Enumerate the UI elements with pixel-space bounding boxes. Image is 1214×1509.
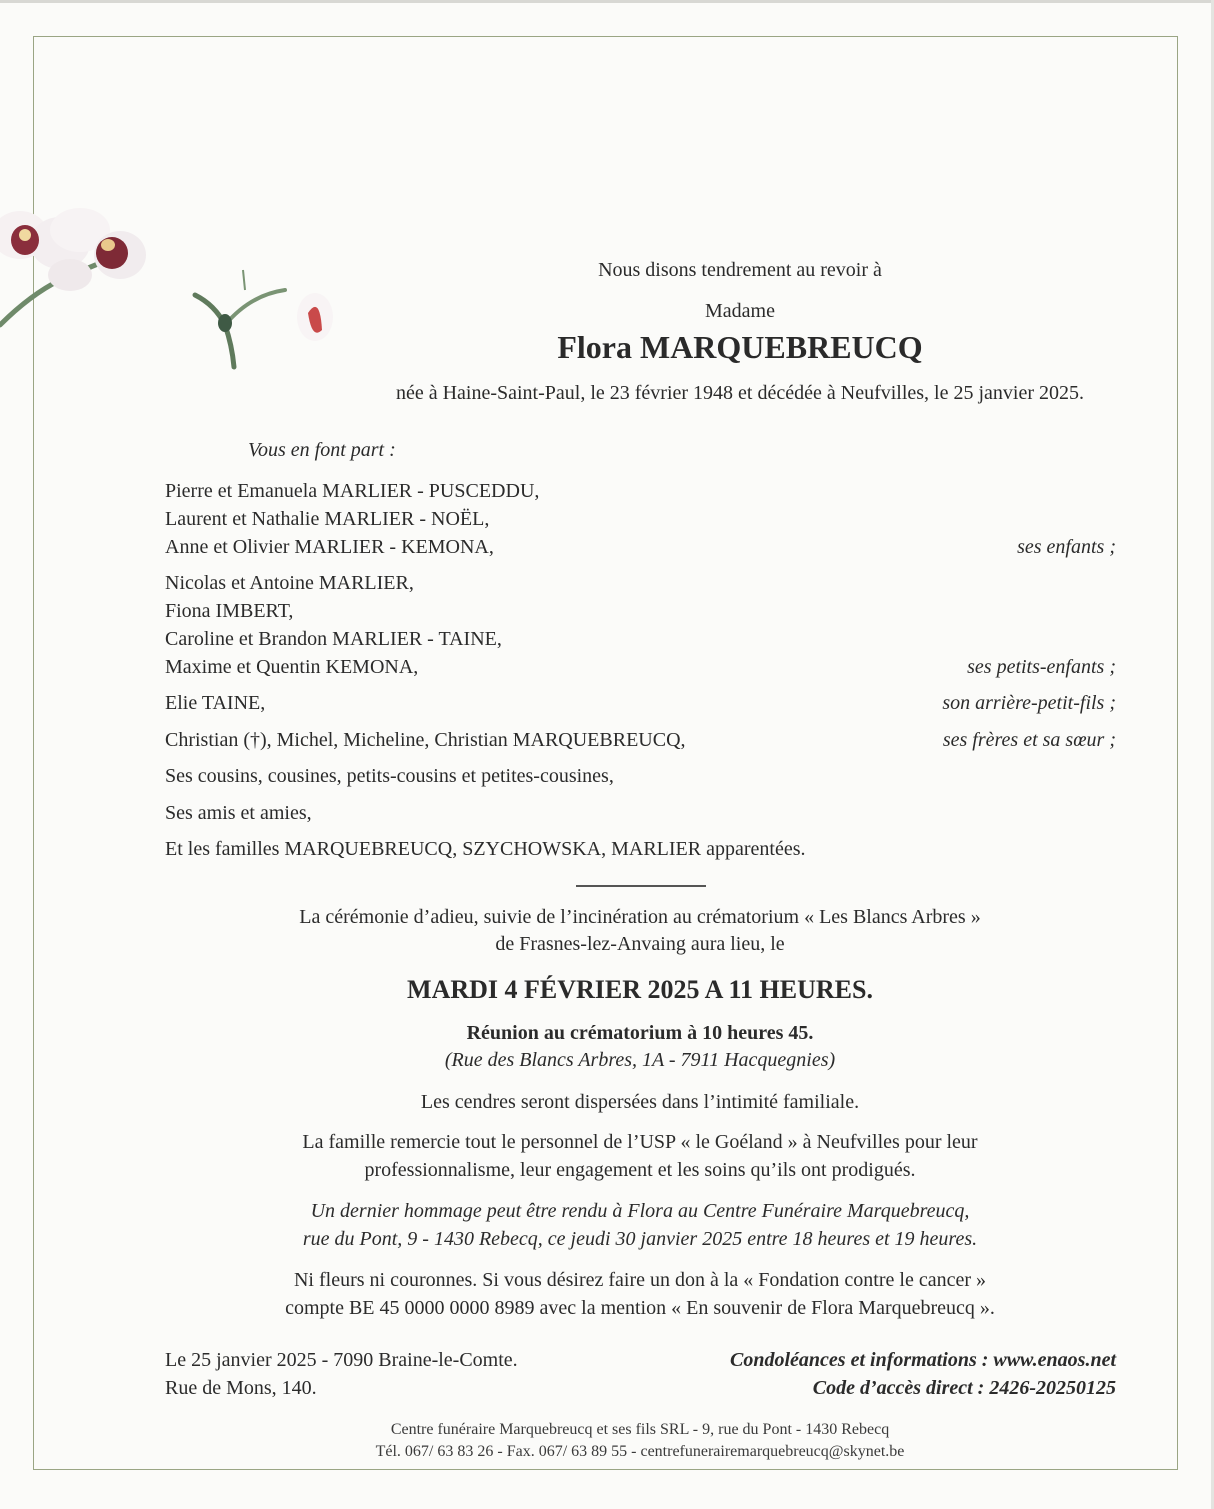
street-address: Rue de Mons, 140. <box>165 1377 317 1399</box>
funeral-home-info: Centre funéraire Marquebreucq et ses fils SRL - 9, rue du Pont - 1430 Rebecq <box>390 1421 890 1438</box>
family-line: Laurent et Nathalie MARLIER - NOËL, <box>165 508 490 530</box>
donation-text: compte BE 45 0000 0000 8989 avec la mention « En souvenir de Flora Marquebreucq ». <box>285 1297 995 1319</box>
family-line: Ses cousins, cousines, petits-cousins et petites-cousines, <box>165 765 614 787</box>
condolences-info: Condoléances et informations : www.enaos.net <box>730 1349 1116 1371</box>
family-line: Caroline et Brandon MARLIER - TAINE, <box>165 628 502 650</box>
family-line: Pierre et Emanuela MARLIER - PUSCEDDU, <box>165 480 540 502</box>
scan-edge <box>0 0 1214 3</box>
family-line: Maxime et Quentin KEMONA, <box>165 656 419 678</box>
orchid-decoration <box>0 195 350 385</box>
relation-label: son arrière-petit-fils ; <box>942 692 1116 714</box>
ceremony-text: de Frasnes-lez-Anvaing aura lieu, le <box>495 933 785 955</box>
thanks-text: professionnalisme, leur engagement et les soins qu’ils ont prodigués. <box>364 1159 916 1181</box>
thanks-text: La famille remercie tout le personnel de l’USP « le Goéland » à Neufvilles pour leur <box>302 1131 978 1153</box>
family-line: Anne et Olivier MARLIER - KEMONA, <box>165 536 494 558</box>
deceased-name: Flora MARQUEBREUCQ <box>557 329 923 365</box>
intro-text: Nous disons tendrement au revoir à <box>598 259 882 281</box>
separator-rule <box>576 885 706 887</box>
relation-label: ses frères et sa sœur ; <box>942 729 1116 751</box>
ceremony-date: MARDI 4 FÉVRIER 2025 A 11 HEURES. <box>407 975 873 1004</box>
homage-text: Un dernier hommage peut être rendu à Flora au Centre Funéraire Marquebreucq, <box>310 1200 970 1222</box>
title-prefix: Madame <box>705 300 775 322</box>
family-line: Christian (†), Michel, Micheline, Christian MARQUEBREUCQ, <box>165 729 686 751</box>
family-line: Ses amis et amies, <box>165 802 312 824</box>
crematorium-address: (Rue des Blancs Arbres, 1A - 7911 Hacquegnies) <box>444 1049 836 1071</box>
funeral-home-contact: Tél. 067/ 63 83 26 - Fax. 067/ 63 89 55 - centrefunerairemarquebreucq@skynet.be <box>375 1443 905 1460</box>
meeting-time: Réunion au crématorium à 10 heures 45. <box>466 1022 814 1044</box>
ceremony-text: La cérémonie d’adieu, suivie de l’incinération au crématorium « Les Blancs Arbres » <box>299 906 981 928</box>
relation-label: ses enfants ; <box>1017 536 1116 558</box>
donation-text: Ni fleurs ni couronnes. Si vous désirez faire un don à la « Fondation contre le cancer » <box>293 1269 986 1291</box>
place-date: Le 25 janvier 2025 - 7090 Braine-le-Comte. <box>165 1349 518 1371</box>
birth-death-line: née à Haine-Saint-Paul, le 23 février 1948 et décédée à Neufvilles, le 25 janvier 2025. <box>395 382 1085 404</box>
family-line: Nicolas et Antoine MARLIER, <box>165 572 414 594</box>
access-code: Code d’accès direct : 2426-20250125 <box>812 1377 1116 1399</box>
ashes-note: Les cendres seront dispersées dans l’intimité familiale. <box>420 1091 860 1113</box>
family-line: Fiona IMBERT, <box>165 600 294 622</box>
family-line: Et les familles MARQUEBREUCQ, SZYCHOWSKA, MARLIER apparentées. <box>165 838 806 860</box>
family-line: Elie TAINE, <box>165 692 266 714</box>
announcers-heading: Vous en font part : <box>248 439 396 461</box>
relation-label: ses petits-enfants ; <box>967 656 1116 678</box>
homage-text: rue du Pont, 9 - 1430 Rebecq, ce jeudi 30 janvier 2025 entre 18 heures et 19 heures. <box>302 1228 978 1250</box>
